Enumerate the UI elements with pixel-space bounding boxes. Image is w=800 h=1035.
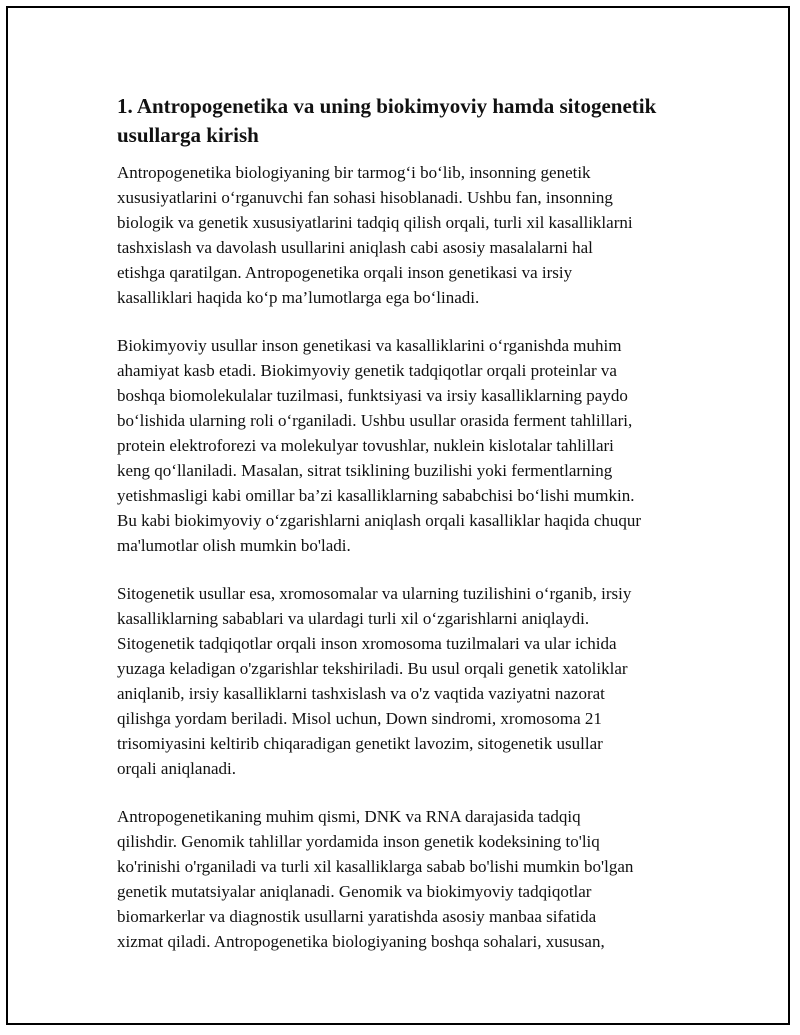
document-body	[117, 92, 697, 977]
paragraph-introduction: Antropogenetika biologiyaning bir tarmog‘i bo‘lib, insonning genetik xususiyatlarini o‘rganuvchi fan sohasi hisoblanadi. Ushbu fan, insonning biologik va genetik xususiyatlarini tadqiq qilish orqali, turli xil kasalliklarni tashxislash va davolash usullarini aniqlash cabi asosiy masalalarni hal etishga qaratilgan. Antropogenetika orqali inson genetikasi va irsiy kasalliklari haqida ko‘p ma’lumotlarga ega bo‘linadi.	[117, 163, 633, 307]
page-title: 1. Antropogenetika va uning biokimyoviy hamda sitogenetik usullarga kirish	[117, 94, 657, 147]
paragraph-cytogenetic-methods: Sitogenetik usullar esa, xromosomalar va ularning tuzilishini o‘rganib, irsiy kasalliklarning sabablari va ulardagi turli xil o‘zgarishlarni aniqlaydi. Sitogenetik tadqiqotlar orqali inson xromosoma tuzilmalari va ular ichida yuzaga keladigan o'zgarishlar tekshiriladi. Bu usul orqali genetik xatoliklar aniqlanib, irsiy kasalliklarni tashxislash va o'z vaqtida vaziyatni nazorat qilishga yordam beriladi. Misol uchun, Down sindromi, xromosoma 21 trisomiyasini keltirib chiqaradigan genetikt lavozim, sitogenetik usullar orqali aniqlanadi.	[117, 584, 632, 778]
paragraph-biochemical-methods: Biokimyoviy usullar inson genetikasi va kasalliklarini o‘rganishda muhim ahamiyat kasb etadi. Biokimyoviy genetik tadqiqotlar orqali proteinlar va boshqa biomolekulalar tuzilmasi, funktsiyasi va irsiy kasalliklarning paydo bo‘lishida ularning roli o‘rganiladi. Ushbu usullar orasida ferment tahlillari, protein elektroforezi va molekulyar tovushlar, nuklein kislotalar tahlillari keng qo‘llaniladi. Masalan, sitrat tsiklining buzilishi yoki fermentlarning yetishmasligi kabi omillar ba’zi kasalliklarning sababchisi bo‘lishi mumkin. Bu kabi biokimyoviy o‘zgarishlarni aniqlash orqali kasalliklar haqida chuqur ma'lumotlar olish mumkin bo'ladi.	[117, 336, 642, 555]
paragraph-genomic-analysis: Antropogenetikaning muhim qismi, DNK va RNA darajasida tadqiq qilishdir. Genomik tahlillar yordamida inson genetik kodeksining to'liq ko'rinishi o'rganiladi va turli xil kasalliklarga sabab bo'lishi mumkin bo'lgan genetik mutatsiyalar aniqlanadi. Genomik va biokimyoviy tadqiqotlar biomarkerlar va diagnostik usullarni yaratishda asosiy manbaa sifatida xizmat qiladi. Antropogenetika biologiyaning boshqa sohalari, xususan,	[117, 807, 634, 951]
